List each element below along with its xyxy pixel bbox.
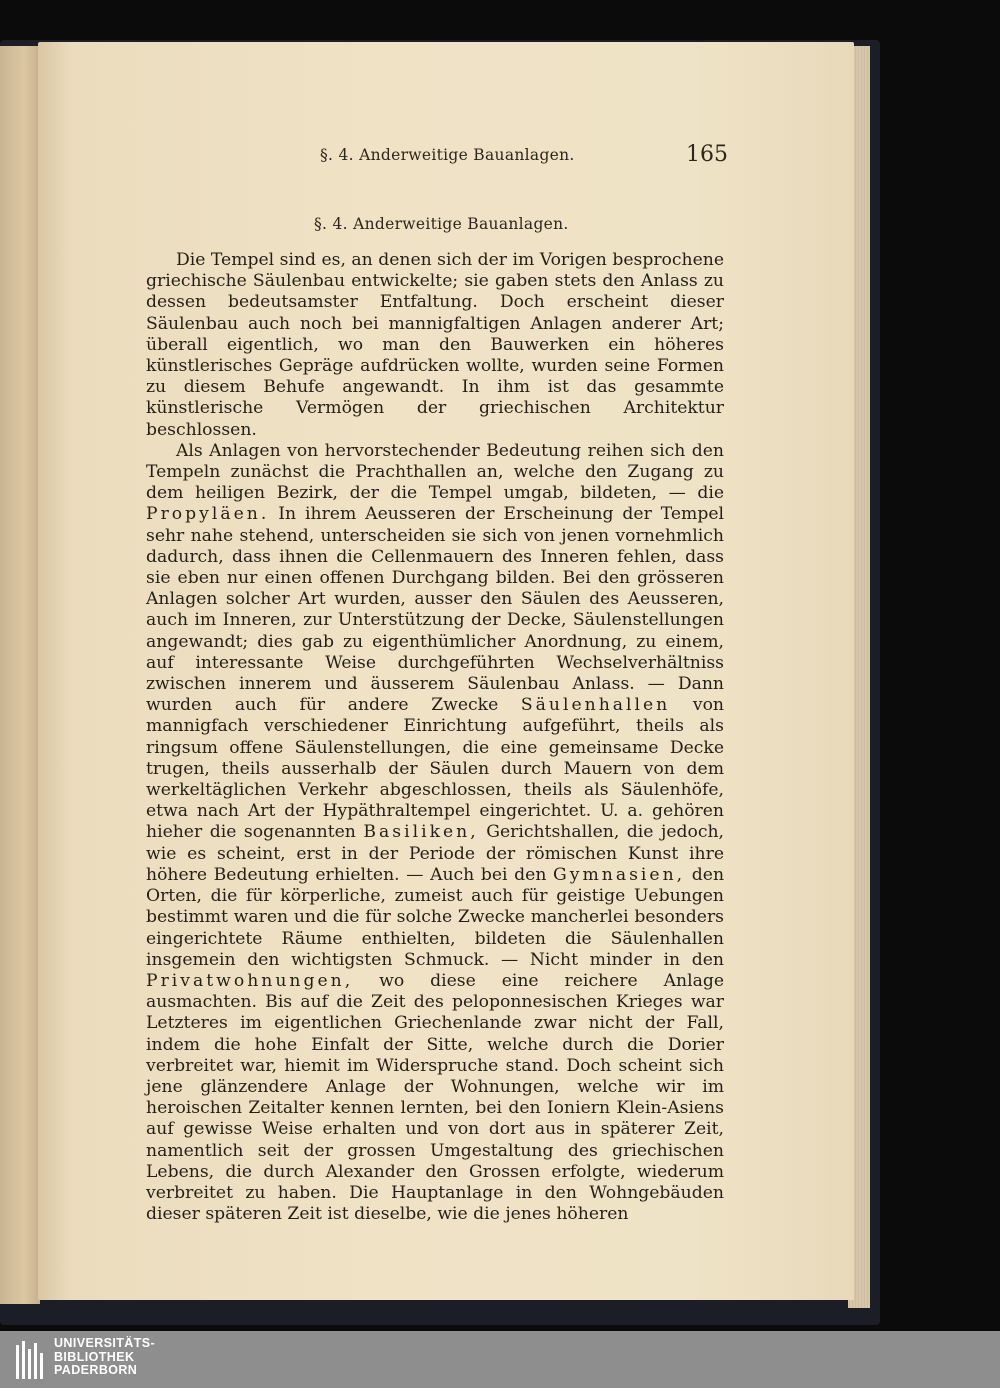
paragraph-2-part: Als Anlagen von hervorstechender Bedeutung reihen sich den Tempeln zunächst die Prachthallen an, welche den Zugang zu dem heiligen Bezirk, der die Tempel umgab, bildeten, — die xyxy=(146,440,724,504)
paragraph-1: Die Tempel sind es, an denen sich der im Vorigen besprochene griechische Säulenbau entwickelte; sie gaben stets den Anlass zu dessen bedeutsamster Entfaltung. Doch erscheint dieser Säulenbau auch noch bei mannigfaltigen Anlagen anderer Art; überall eigentlich, wo man den Bauwerken ein höheres künstlerisches Gepräge aufdrücken wollte, wurden seine Formen zu diesem Behufe angewandt. In ihm ist das gesammte künstlerische Vermögen der griechischen Architektur beschlossen. xyxy=(146,250,725,440)
library-logo-icon xyxy=(14,1339,44,1381)
library-footer-bar xyxy=(0,1331,1000,1388)
term-gymnasien: Gymnasien, xyxy=(553,864,686,885)
library-name-line: UNIVERSITÄTS- xyxy=(54,1336,156,1350)
running-header: §. 4. Anderweitige Bauanlagen. xyxy=(320,146,575,164)
paragraph-2-part: den Orten, die für körperliche, zumeist auch für geistige Uebungen bestimmt waren und die für solche Zwecke mancherlei besonders eingerichtete Räume enthielten, bildeten die Säulenhallen insgemein den wichtigsten Schmuck. — Nicht minder in den xyxy=(146,864,725,970)
library-name-line: PADERBORN xyxy=(54,1363,138,1377)
paragraph-2-part: In ihrem Aeusseren der Erscheinung der Tempel sehr nahe stehend, unterscheiden sie sich von jenen vornehmlich dadurch, dass ihnen die Cellenmauern des Inneren fehlen, dass sie eben nur einen offenen Durchgang bilden. Bei den grösseren Anlagen solcher Art wurden, ausser den Säulen des Aeusseren, auch im Inneren, zur Unterstützung der Decke, Säulenstellungen angewandt; dies gab zu eigenthümlicher Anordnung, zu einem, auf interessante Weise durchgeführten Wechselverhältniss zwischen innerem und äusserem Säulenbau Anlass. — Dann wurden auch für andere Zwecke xyxy=(146,504,724,716)
paragraph-2-part: Gerichtshallen, die jedoch, wie es scheint, erst in der Periode der römischen Kunst ihre höhere Bedeutung erhielten. — Auch bei den xyxy=(146,822,725,885)
section-title: §. 4. Anderweitige Bauanlagen. xyxy=(314,215,569,233)
term-saeulenhallen: Säulenhallen xyxy=(520,695,671,716)
term-basiliken: Basiliken, xyxy=(363,822,479,843)
library-name-line: BIBLIOTHEK xyxy=(54,1349,135,1364)
term-privatwohnungen: Privatwohnungen, xyxy=(146,970,354,991)
body-text xyxy=(146,250,724,1225)
left-page-edge xyxy=(0,46,40,1304)
paragraph-2-part: von mannigfach verschiedener Einrichtung aufgeführt, theils als ringsum offene Säulenstellungen, die eine gemeinsame Decke trugen, theils ausserhalb der Säulen durch Mauern von dem werkeltäglichen Verkehr abgeschlossen, theils als Säulenhöfe, etwa nach Art der Hypäthraltempel eingerichtet. U. a. gehören hieher die sogenannten xyxy=(146,695,724,843)
paragraph-2-part: wo diese eine reichere Anlage ausmachten. Bis auf die Zeit des peloponnesischen Krieges war Letzteres im eigentlichen Griechenlande zwar nicht der Fall, indem die hohe Einfalt der Sitte, welche durch die Dorier verbreitet war, hiemit im Widerspruche stand. Doch scheint sich jene glänzendere Anlage der Wohnungen, welche wir im heroischen Zeitalter kennen lernten, bei den Ioniern Klein-Asiens auf gewisse Weise erhalten und von dort aus in späterer Zeit, namentlich seit der grossen Umgestaltung des griechischen Lebens, die durch Alexander den Grossen erfolgte, wiederum verbreitet zu haben. Die Hauptanlage in den Wohngebäuden dieser späteren Zeit ist dieselbe, wie die jenes höheren xyxy=(146,970,724,1225)
library-name xyxy=(54,1337,155,1378)
term-propylaeen: Propyläen. xyxy=(146,504,270,525)
page-number: 165 xyxy=(686,142,728,167)
paragraph-2 xyxy=(146,441,724,1226)
